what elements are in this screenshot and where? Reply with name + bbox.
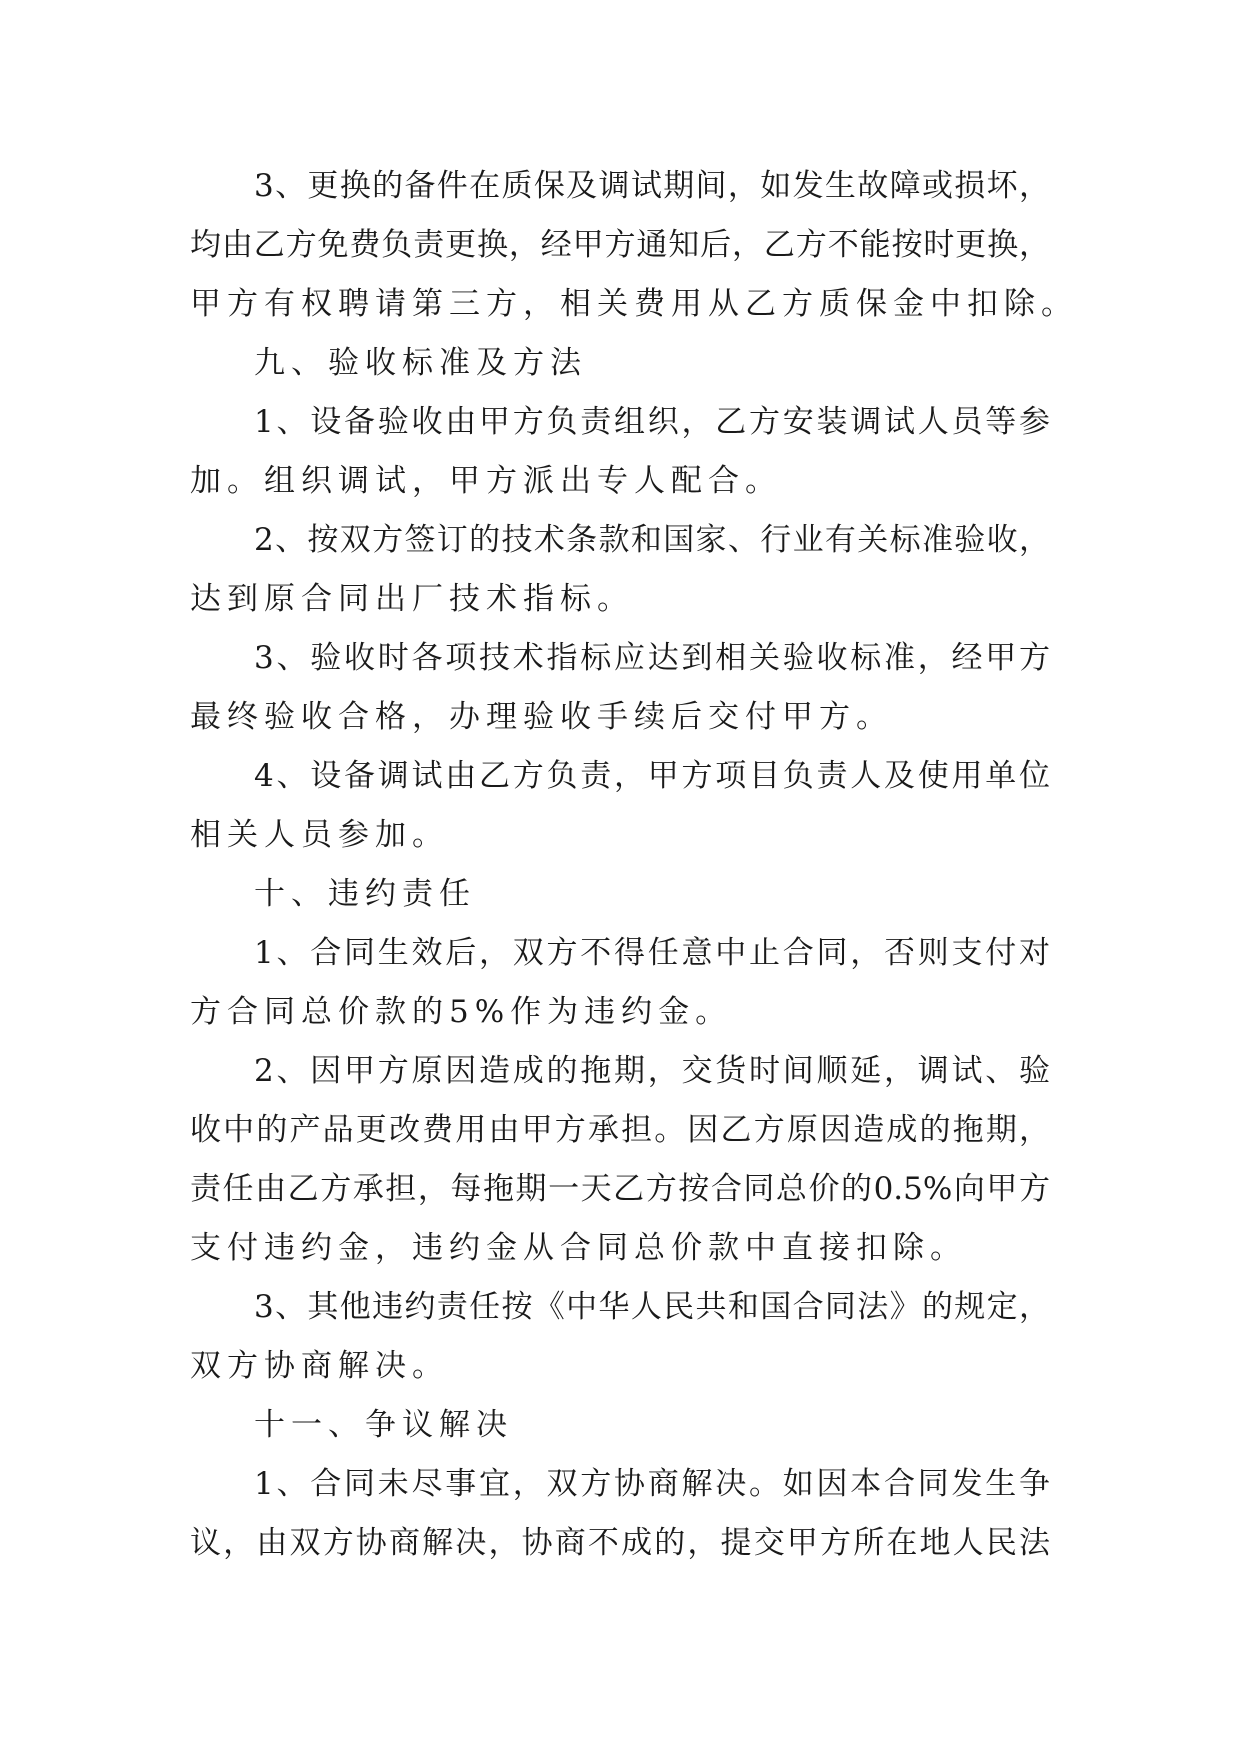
text-line: 相关人员参加。 xyxy=(190,817,449,853)
text-line: 3、验收时各项技术指标应达到相关验收标准，经甲方 xyxy=(254,640,1050,676)
text-line: 3、更换的备件在质保及调试期间，如发生故障或损坏， xyxy=(254,168,1050,204)
text-line: 方合同总价款的5%作为违约金。 xyxy=(190,994,733,1030)
text-line: 2、按双方签订的技术条款和国家、行业有关标准验收， xyxy=(254,522,1050,558)
text-line: 达到原合同出厂技术指标。 xyxy=(190,581,634,617)
text-line: 双方协商解决。 xyxy=(190,1348,449,1384)
text-line: 最终验收合格，办理验收手续后交付甲方。 xyxy=(190,699,893,735)
text-line: 收中的产品更改费用由甲方承担。因乙方原因造成的拖期， xyxy=(190,1112,1050,1148)
section-heading: 十一、争议解决 xyxy=(254,1407,513,1443)
text-line: 1、合同未尽事宜，双方协商解决。如因本合同发生争 xyxy=(254,1466,1050,1502)
text-line: 支付违约金，违约金从合同总价款中直接扣除。 xyxy=(190,1230,967,1266)
text-line: 3、其他违约责任按《中华人民共和国合同法》的规定， xyxy=(254,1289,1050,1325)
section-heading: 十、违约责任 xyxy=(254,876,476,912)
section-heading: 九、验收标准及方法 xyxy=(254,345,587,381)
text-line: 均由乙方免费负责更换，经甲方通知后，乙方不能按时更换， xyxy=(190,227,1050,263)
text-line: 议，由双方协商解决，协商不成的，提交甲方所在地人民法 xyxy=(190,1525,1050,1561)
text-line: 1、合同生效后，双方不得任意中止合同，否则支付对 xyxy=(254,935,1050,971)
text-line: 甲方有权聘请第三方，相关费用从乙方质保金中扣除。 xyxy=(190,286,1078,322)
text-line: 加。组织调试，甲方派出专人配合。 xyxy=(190,463,782,499)
text-line: 责任由乙方承担，每拖期一天乙方按合同总价的0.5%向甲方 xyxy=(190,1171,1050,1207)
text-line: 4、设备调试由乙方负责，甲方项目负责人及使用单位 xyxy=(254,758,1050,794)
text-line: 1、设备验收由甲方负责组织，乙方安装调试人员等参 xyxy=(254,404,1050,440)
text-line: 2、因甲方原因造成的拖期，交货时间顺延，调试、验 xyxy=(254,1053,1050,1089)
